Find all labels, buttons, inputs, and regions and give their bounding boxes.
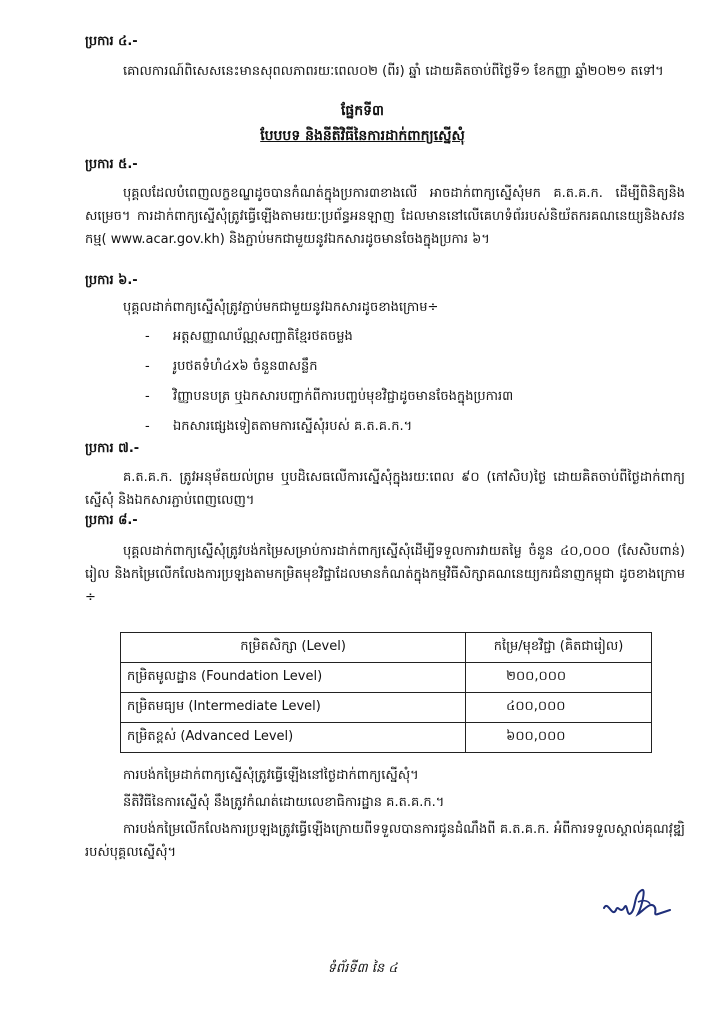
list-item: - អត្តសញ្ញាណប័ណ្ណសញ្ជាតិខ្មែរថតចម្លង [145, 322, 685, 352]
table-header-level: កម្រិតសិក្សា (Level) [121, 633, 466, 663]
article-5-heading: ប្រការ ៥.- [85, 157, 138, 172]
table-row [121, 723, 652, 753]
article-6-heading: ប្រការ ៦.- [85, 273, 138, 288]
table-row [121, 693, 652, 723]
table-cell-level: កម្រិតមធ្យម (Intermediate Level) [121, 693, 466, 723]
table-cell-fee: ៦០០,០០០ [466, 723, 652, 753]
table-cell-fee: ៤០០,០០០ [466, 693, 652, 723]
article-7-text: គ.ត.គ.ក. ត្រូវអនុម័តយល់ព្រម ឬបដិសេធលើការស្នើសុំក្នុងរយៈពេល ៩០ (កៅសិប)ថ្ងៃ ដោយគិតចាប់ពីថ្ងៃដាក់ពាក្យស្នើសុំ និងឯកសារភ្ជាប់ពេញលេញ។ [85, 470, 685, 508]
article-6-intro: បុគ្គលដាក់ពាក្យស្នើសុំត្រូវភ្ជាប់មកជាមួយនូវឯកសារដូចខាងក្រោម÷ [123, 300, 439, 315]
chapter-title: ផ្នែកទី៣ [340, 103, 385, 119]
article-8-heading: ប្រការ ៨.- [85, 513, 138, 528]
table-header-row [121, 633, 652, 663]
article-4-heading: ប្រការ ៤.- [85, 34, 138, 49]
article-5-text: បុគ្គលដែលបំពេញលក្ខខណ្ឌដូចបានកំណត់ក្នុងប្រការ៣ខាងលើ អាចដាក់ពាក្យស្នើសុំមក គ.ត.គ.ក. ដើម្បីពិនិត្យនិងសម្រេច។ ការដាក់ពាក្យស្នើសុំត្រូវធ្វើឡើងតាមរយៈប្រព័ន្ធអនឡាញ ដែលមាននៅលើគេហទំព័ររបស់និយ័តករគណនេយ្យនិងសវនកម្ម( www.acar.gov.kh) និងភ្ជាប់មកជាមួយនូវឯកសារដូចមានចែងក្នុងប្រការ ៦។ [85, 186, 685, 247]
fee-payment-note: ការបង់កម្រៃដាក់ពាក្យស្នើសុំត្រូវធ្វើឡើងនៅថ្ងៃដាក់ពាក្យស្នើសុំ។ [123, 768, 419, 783]
required-documents-list [145, 322, 685, 442]
list-item: - រូបថតទំហំ៤x៦ ចំនួន៣សន្លឹក [145, 352, 685, 382]
procedure-note: នីតិវិធីនៃការស្នើសុំ នឹងត្រូវកំណត់ដោយលេខាធិការដ្ឋាន គ.ត.គ.ក.។ [123, 795, 445, 810]
list-item: - ឯកសារផ្សេងទៀតតាមការស្នើសុំរបស់ គ.ត.គ.ក.។ [145, 412, 685, 442]
table-cell-fee: ២០០,០០០ [466, 663, 652, 693]
exemption-payment-note: ការបង់កម្រៃលើកលែងការប្រឡងត្រូវធ្វើឡើងក្រោយពីទទួលបានការជូនដំណឹងពី គ.ត.គ.ក. អំពីការទទួលស្គាល់គុណវុឌ្ឍិរបស់បុគ្គលស្នើសុំ។ [85, 822, 685, 860]
fee-table [120, 632, 652, 753]
article-8-text: បុគ្គលដាក់ពាក្យស្នើសុំត្រូវបង់កម្រៃសម្រាប់ការដាក់ពាក្យស្នើសុំដើម្បីទទួលការវាយតម្លៃ ចំនួន ៤០,០០០ (សែសិបពាន់) រៀល និងកម្រៃលើកលែងការប្រឡងតាមកម្រិតមុខវិជ្ជាដែលមានកំណត់ក្នុងកម្មវិធីសិក្សាគណនេយ្យករជំនាញកម្ពុជា ដូចខាងក្រោម ÷ [85, 544, 685, 605]
table-cell-level: កម្រិតខ្ពស់ (Advanced Level) [121, 723, 466, 753]
page-number: ទំព័រទី៣ នៃ ៤ [327, 961, 398, 976]
table-row [121, 663, 652, 693]
table-header-fee: កម្រៃ/មុខវិជ្ជា (គិតជារៀល) [466, 633, 652, 663]
chapter-subtitle: បែបបទ និងនីតិវិធីនៃការដាក់ពាក្យស្នើសុំ [260, 128, 465, 144]
article-4-text: គោលការណ៍ពិសេសនេះមានសុពលភាពរយៈពេល០២ (ពីរ) ឆ្នាំ ដោយគិតចាប់ពីថ្ងៃទី១ ខែកញ្ញា ឆ្នាំ២០២១ តទៅ។ [123, 64, 664, 79]
list-item: - វិញ្ញាបនបត្រ ឬឯកសារបញ្ជាក់ពីការបញ្ចប់មុខវិជ្ជាដូចមានចែងក្នុងប្រការ៣ [145, 382, 685, 412]
signature-initials [598, 880, 676, 928]
table-cell-level: កម្រិតមូលដ្ឋាន (Foundation Level) [121, 663, 466, 693]
article-7-heading: ប្រការ ៧.- [85, 441, 140, 456]
